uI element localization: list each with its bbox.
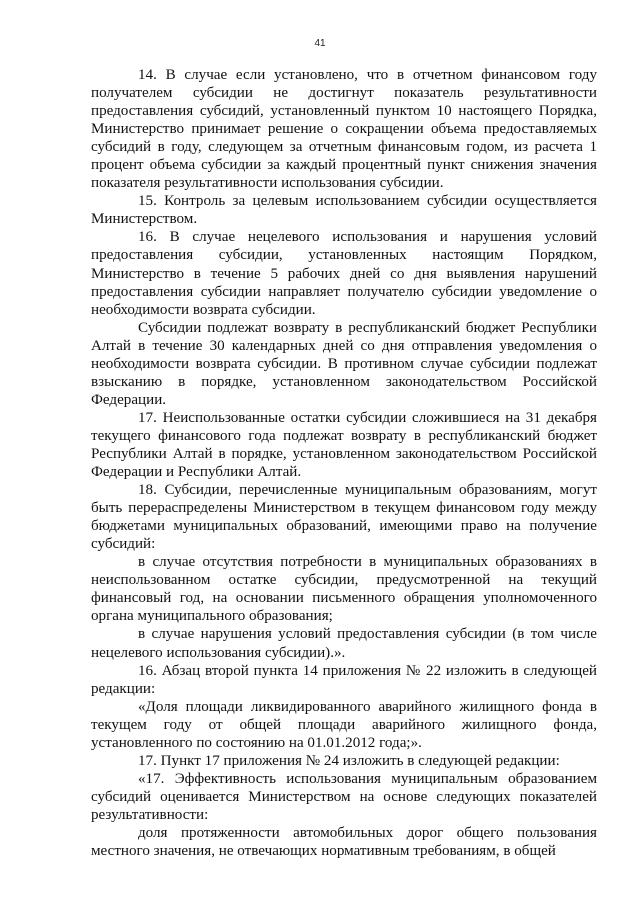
paragraph-return: Субсидии подлежат возврату в республиканский бюджет Республики Алтай в течение 30 календарных дней со дня отправления уведомления о необходимости возврата субсидии. В противном случае субсидии подлежат взысканию в порядке, установленном законодательством Российской Федерации. (91, 319, 597, 408)
document-body (91, 66, 597, 860)
paragraph-14-reduction: 14. В случае если установлено, что в отчетном финансовом году получателем субсидии не достигнут показатель результативности предоставления субсидий, установленный пунктом 10 настоящего Порядка, Министерство принимает решение о сокращении объема предоставляемых субсидий в году, следующем за отчетным финансовым годом, из расчета 1 процент объема субсидии за каждый процентный пункт снижения значения показателя результативности использования субсидии. (91, 67, 597, 192)
paragraph-quote-share: «Доля площади ликвидированного аварийного жилищного фонда в текущем году от общей площади аварийного жилищного фонда, установленного по состоянию на 01.01.2012 года;». (91, 698, 597, 751)
paragraph-case-no-need: в случае отсутствия потребности в муниципальных образованиях в неиспользованном остатке субсидии, предусмотренной на текущий финансовый год, на основании письменного обращения уполномоченного органа муниципального образования; (91, 554, 597, 625)
paragraph-16-misuse: 16. В случае нецелевого использования и нарушения условий предоставления субсидии, установленных настоящим Порядком, Министерство в течение 5 рабочих дней со дня выявления нарушений предоставления субсидии направляет получателю субсидии уведомление о необходимости возврата субсидии. (91, 229, 597, 318)
paragraph-15-control: 15. Контроль за целевым использованием субсидии осуществляется Министерством. (91, 193, 597, 228)
paragraph-case-violation: в случае нарушения условий предоставления субсидии (в том числе нецелевого использования субсидии).». (91, 626, 597, 661)
paragraph-road-share: доля протяженности автомобильных дорог общего пользования местного значения, не отвечающих нормативным требованиям, в общей (91, 824, 597, 860)
paragraph-18-redistribution: 18. Субсидии, перечисленные муниципальным образованиям, могут быть перераспределены Министерством в текущем финансовом году между бюджетами муниципальных образований, имеющими право на получение субсидий: (91, 482, 597, 553)
paragraph-17-unused: 17. Неиспользованные остатки субсидии сложившиеся на 31 декабря текущего финансового года подлежат возврату в республиканский бюджет Республики Алтай в порядке, установленном законодательством Российской Федерации и Республики Алтай. (91, 409, 597, 481)
paragraph-amend-17: 17. Пункт 17 приложения № 24 изложить в следующей редакции: (138, 752, 560, 769)
page-number: 41 (314, 38, 326, 49)
paragraph-amend-16: 16. Абзац второй пункта 14 приложения № 22 изложить в следующей редакции: (91, 662, 597, 697)
paragraph-quote-efficiency: «17. Эффективность использования муниципальным образованием субсидий оценивается Министерством на основе следующих показателей результативности: (91, 770, 597, 823)
